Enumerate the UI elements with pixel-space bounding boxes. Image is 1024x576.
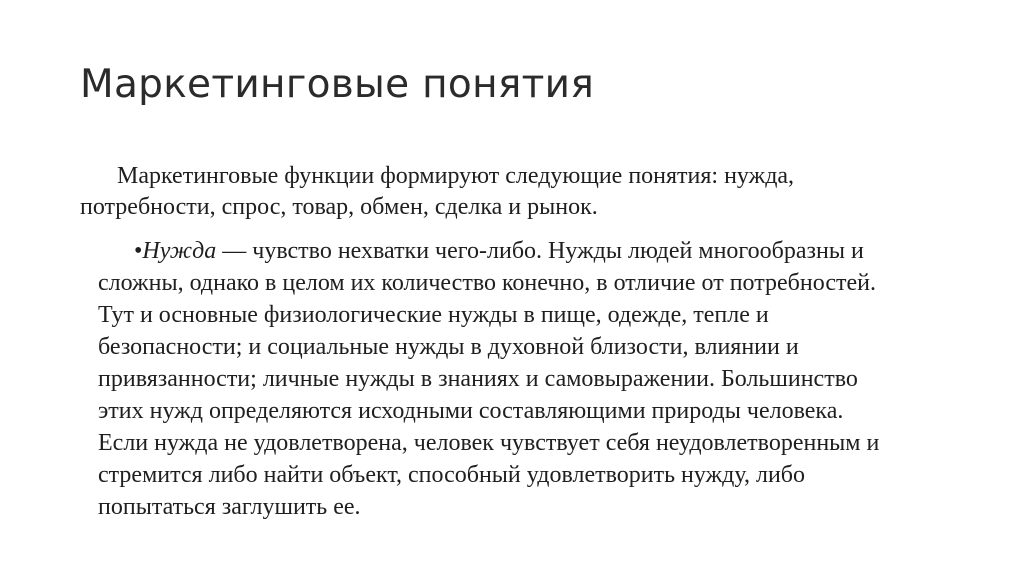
bullet-line: безопасности; и социальные нужды в духовной близости, влиянии и — [98, 334, 799, 360]
bullet-item-need — [98, 235, 958, 523]
bullet-marker: • — [134, 238, 143, 264]
bullet-line: попытаться заглушить ее. — [98, 494, 361, 520]
bullet-line: привязанности; личные нужды в знаниях и самовыражении. Большинство — [98, 366, 858, 392]
bullet-first-line — [98, 235, 958, 267]
bullet-line: — чувство нехватки чего-либо. Нужды людей многообразны и — [216, 238, 864, 264]
bullet-line: Тут и основные физиологические нужды в пище, одежде, тепле и — [98, 302, 769, 328]
bullet-line: этих нужд определяются исходными составляющими природы человека. — [98, 398, 844, 424]
bullet-line: стремится либо найти объект, способный удовлетворить нужду, либо — [98, 462, 805, 488]
bullet-line: сложны, однако в целом их количество конечно, в отличие от потребностей. — [98, 270, 876, 296]
bullet-line: Если нужда не удовлетворена, человек чувствует себя неудовлетворенным и — [98, 430, 880, 456]
slide-title: Маркетинговые понятия — [80, 62, 595, 107]
intro-paragraph: Маркетинговые функции формируют следующие понятия: нужда, потребности, спрос, товар, обмен, сделка и рынок. — [80, 163, 795, 220]
bullet-term: Нужда — [142, 238, 217, 264]
